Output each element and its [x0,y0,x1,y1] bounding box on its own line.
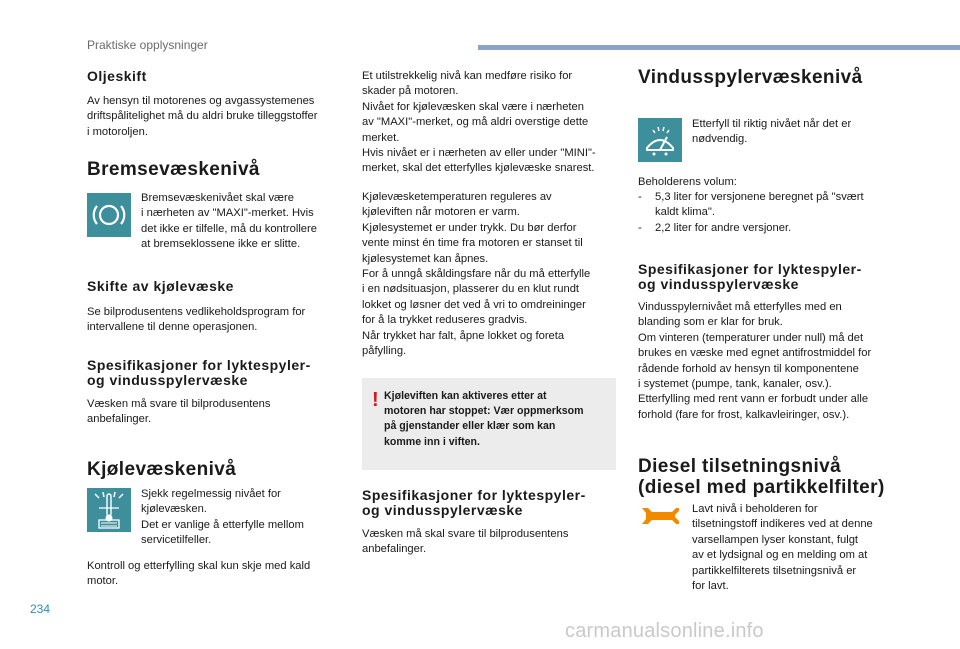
volume-item-1: 5,3 liter for versjonene beregnet på "svært kaldt klima". [655,191,864,219]
coolant-temperature-text: Kjølevæsketemperaturen reguleres av kjøleviften når motoren er varm. Kjølesystemet er under trykk. Du bør derfor vente minst én time fra motoren er stanset til kjølesystemet kan åpnes. For å unngå skåldingsfare når du må etterfylle i en nødsituasjon, plasserer du en klut rundt lokket og løsner det ved å vri to omdreininger for å la trykket reduseres gradvis. Når trykket har falt, åpne lokket og foreta påfylling. [362,191,591,358]
spec-heading-1: Spesifikasjoner for lyktespyler- og vindusspylervæske [87,357,311,388]
warning-text: Kjøleviften kan aktiveres etter at motoren har stoppet: Vær oppmerksom på gjenstander eller klær som kan komme inn i viften. [384,390,584,448]
volume-bullet-1: - [638,191,642,203]
brake-fluid-heading: Bremsevæskenivå [87,159,260,180]
diesel-additive-heading: Diesel tilsetningsnivå (diesel med partikkelfilter) [638,456,885,498]
coolant-level-text: Sjekk regelmessig nivået for kjølevæsken. Det er vanlige å etterfylle mellom servicetilfeller. [141,488,304,547]
oil-change-text: Av hensyn til motorenes og avgassystemenes driftspålitelighet må du aldri bruke tilleggstoffer i motoroljen. [87,95,318,138]
wrench-warning-icon [640,505,680,527]
coolant-level-text-2: Kontroll og etterfylling skal kun skje med kald motor. [87,560,311,588]
spec-text-2: Væsken må skal svare til bilprodusentens anbefalinger. [362,528,569,556]
washer-fluid-icon [638,118,682,162]
coolant-level-heading: Kjølevæskenivå [87,459,237,480]
spec-heading-3: Spesifikasjoner for lyktespyler- og vindusspylervæske [638,261,862,292]
header-bar [478,45,960,50]
volume-bullet-2: - [638,222,642,234]
coolant-change-text: Se bilprodusentens vedlikeholdsprogram for intervallene til denne operasjonen. [87,306,306,334]
coolant-intro-text: Et utilstrekkelig nivå kan medføre risiko for skader på motoren. Nivået for kjølevæsken skal være i nærheten av "MAXI"-merket, og må aldri overstige dette merket. Hvis nivået er i nærheten av eller under "MINI"- merket, skal det etterfylles kjølevæske snarest. [362,70,596,175]
spec-heading-2: Spesifikasjoner for lyktespyler- og vindusspylervæske [362,487,586,518]
coolant-temperature-icon [87,488,131,532]
warning-box [362,378,616,470]
warning-icon: ! [372,389,379,411]
brake-fluid-icon [87,193,131,237]
coolant-change-heading: Skifte av kjølevæske [87,278,234,294]
page-number: 234 [30,602,51,616]
spec-text-1: Væsken må svare til bilprodusentens anbefalinger. [87,398,271,426]
oil-change-heading: Oljeskift [87,68,147,84]
spec-text-3: Vindusspylernivået må etterfylles med en blanding som er klar for bruk. Om vinteren (temperaturer under null) må det brukes en væske med egnet antifrostmiddel for rådende forhold av hensyn til komponentene i systemet (pumpe, tank, kanaler, osv.). Etterfylling med rent vann er forbudt under alle forhold (fare for frost, kalkavleiringer, osv.). [638,301,872,421]
volume-item-2: 2,2 liter for andre versjoner. [655,222,792,234]
watermark: carmanualsonline.info [565,620,764,642]
diesel-additive-text: Lavt nivå i beholderen for tilsetningstoff indikeres ved at denne varsellampen lyser konstant, fulgt av et lydsignal og en melding om at partikkelfilterets tilsetningsnivå er for lavt. [692,503,873,593]
brake-fluid-text: Bremsevæskenivået skal være i nærheten av "MAXI"-merket. Hvis det ikke er tilfelle, må du kontrollere at bremseklossene ikke er slitte. [141,192,317,251]
volume-label: Beholderens volum: [638,176,737,188]
section-label: Praktiske opplysninger [87,38,208,52]
washer-fluid-text: Etterfyll til riktig nivået når det er nødvendig. [692,118,852,146]
washer-fluid-heading: Vindusspylervæskenivå [638,67,863,88]
